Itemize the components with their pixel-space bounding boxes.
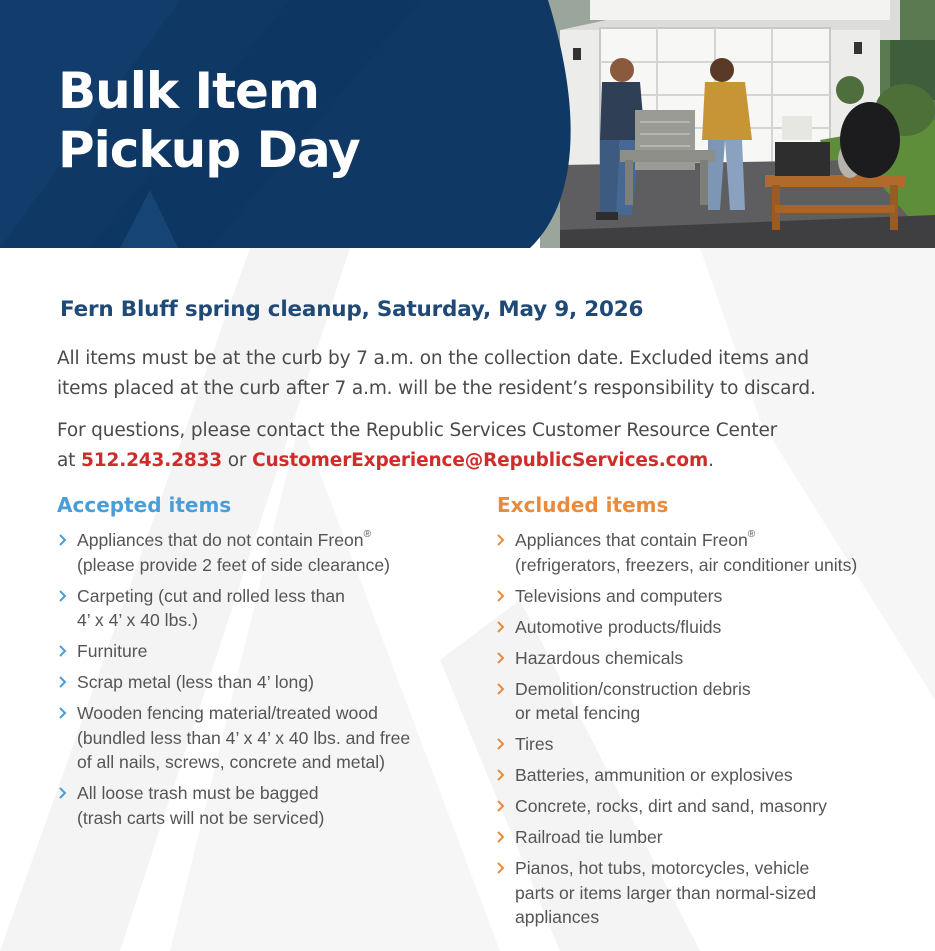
- excluded-list-item: [495, 825, 915, 850]
- list-item-line: [515, 584, 915, 609]
- photo-people-carrying-chair: [540, 0, 935, 248]
- excluded-list-item: [495, 856, 915, 930]
- accepted-items-list: [57, 528, 477, 837]
- list-item-line: [77, 750, 477, 775]
- list-item-line: [77, 701, 477, 726]
- chevron-right-icon: [58, 586, 68, 606]
- list-item-text: Concrete, rocks, dirt and sand, masonry: [515, 796, 827, 816]
- list-item-text: (please provide 2 feet of side clearance): [77, 554, 390, 575]
- list-item-text: Railroad tie lumber: [515, 827, 663, 847]
- list-item-text: Appliances that do not contain Freon: [77, 530, 364, 550]
- list-item-text: Demolition/construction debris: [515, 678, 751, 699]
- list-item-line: [515, 701, 915, 726]
- list-item-text: (refrigerators, freezers, air conditioner units): [515, 554, 858, 575]
- accepted-list-item: [57, 670, 477, 695]
- chevron-right-icon: [58, 530, 68, 550]
- list-item-text: Hazardous chemicals: [515, 647, 684, 668]
- contact-paragraph: [57, 416, 917, 476]
- chevron-right-icon: [58, 672, 68, 692]
- list-item-line: [515, 794, 915, 819]
- list-item-line: [515, 646, 915, 671]
- list-item-text: appliances: [515, 907, 600, 927]
- excluded-list-item: [495, 732, 915, 757]
- chevron-right-icon: [496, 679, 506, 699]
- list-item-line: [515, 881, 915, 906]
- excluded-list-item: [495, 646, 915, 671]
- title-line-1: Bulk Item: [58, 62, 320, 120]
- accepted-list-item: [57, 528, 477, 577]
- excluded-items-list: [495, 528, 915, 936]
- header-banner: [0, 0, 935, 248]
- list-item-line: [515, 763, 915, 788]
- chevron-right-icon: [496, 648, 506, 668]
- intro-line-1: All items must be at the curb by 7 a.m. on the collection date. Excluded items and: [57, 348, 809, 369]
- main-content: [0, 248, 935, 951]
- list-item-text: or metal fencing: [515, 703, 641, 723]
- accepted-items-heading: Accepted items: [57, 493, 232, 517]
- list-item-line: [515, 825, 915, 850]
- list-item-text: parts or items larger than normal-sized: [515, 882, 817, 903]
- chevron-right-icon: [58, 783, 68, 803]
- list-item-line: [515, 528, 915, 553]
- list-item-line: [515, 905, 915, 930]
- list-item-text: (trash carts will not be serviced): [77, 807, 325, 828]
- excluded-list-item: [495, 677, 915, 726]
- chevron-right-icon: [496, 530, 506, 550]
- list-item-line: [77, 553, 477, 578]
- phone-link[interactable]: 512.243.2833: [81, 450, 223, 471]
- list-item-text: 4’ x 4’ x 40 lbs.): [77, 610, 198, 630]
- excluded-items-heading: Excluded items: [497, 493, 669, 517]
- list-item-text: Batteries, ammunition or explosives: [515, 765, 793, 785]
- list-item-line: [77, 670, 477, 695]
- chevron-right-icon: [58, 703, 68, 723]
- list-item-text: (bundled less than 4’ x 4’ x 40 lbs. and free: [77, 727, 411, 748]
- page-title: [58, 62, 360, 180]
- excluded-list-item: [495, 584, 915, 609]
- chevron-right-icon: [58, 641, 68, 661]
- accepted-list-item: [57, 781, 477, 830]
- list-item-text: of all nails, screws, concrete and metal): [77, 752, 386, 772]
- list-item-text: Appliances that contain Freon: [515, 530, 748, 550]
- contact-at: at: [57, 450, 82, 471]
- title-line-2: Pickup Day: [58, 121, 360, 179]
- list-item-line: [77, 608, 477, 633]
- list-item-text: Pianos, hot tubs, motorcycles, vehicle: [515, 858, 810, 878]
- accepted-list-item: [57, 639, 477, 664]
- list-item-text: Scrap metal (less than 4’ long): [77, 672, 314, 692]
- contact-end: .: [708, 450, 714, 471]
- list-item-line: [515, 732, 915, 757]
- list-item-text: Carpeting (cut and rolled less than: [77, 585, 345, 606]
- list-item-line: [77, 528, 477, 553]
- intro-line-2: items placed at the curb after 7 a.m. will be the resident’s responsibility to discard.: [57, 378, 816, 399]
- chevron-right-icon: [496, 586, 506, 606]
- list-item-text: Tires: [515, 734, 554, 754]
- accepted-list-item: [57, 701, 477, 775]
- accepted-list-item: [57, 584, 477, 633]
- list-item-text: Televisions and computers: [515, 585, 723, 606]
- chevron-right-icon: [496, 796, 506, 816]
- excluded-list-item: [495, 615, 915, 640]
- event-subheading: Fern Bluff spring cleanup, Saturday, May 9, 2026: [60, 297, 644, 322]
- list-item-text: Furniture: [77, 641, 148, 661]
- registered-mark: ®: [363, 529, 371, 540]
- list-item-text: Automotive products/fluids: [515, 616, 722, 637]
- list-item-line: [77, 781, 477, 806]
- list-item-text: All loose trash must be bagged: [77, 783, 319, 803]
- registered-mark: ®: [747, 529, 756, 540]
- excluded-list-item: [495, 794, 915, 819]
- excluded-list-item: [495, 763, 915, 788]
- list-item-line: [515, 677, 915, 702]
- list-item-line: [515, 553, 915, 578]
- excluded-list-item: [495, 528, 915, 577]
- list-item-line: [515, 856, 915, 881]
- contact-line-1: For questions, please contact the Republic Services Customer Resource Center: [57, 420, 778, 441]
- list-item-line: [515, 615, 915, 640]
- chevron-right-icon: [496, 827, 506, 847]
- contact-line-2: [57, 446, 917, 476]
- list-item-line: [77, 726, 477, 751]
- intro-paragraph: [57, 344, 917, 404]
- chevron-right-icon: [496, 858, 506, 878]
- chevron-right-icon: [496, 765, 506, 785]
- chevron-right-icon: [496, 734, 506, 754]
- list-item-text: Wooden fencing material/treated wood: [77, 703, 378, 723]
- list-item-line: [77, 584, 477, 609]
- contact-or: or: [222, 450, 253, 471]
- list-item-line: [77, 806, 477, 831]
- chevron-right-icon: [496, 617, 506, 637]
- list-item-line: [77, 639, 477, 664]
- email-link[interactable]: CustomerExperience@RepublicServices.com: [252, 450, 709, 471]
